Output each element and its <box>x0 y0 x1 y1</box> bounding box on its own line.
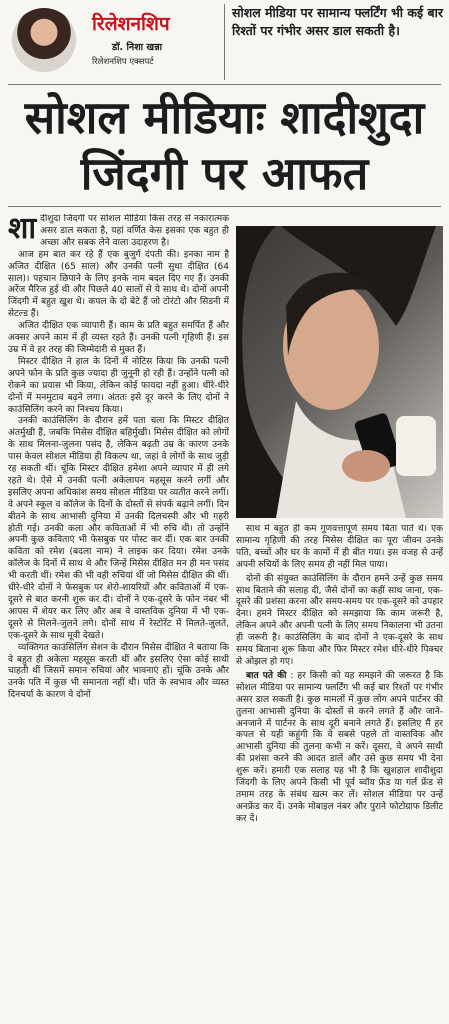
article-right-column <box>236 524 443 1016</box>
author-avatar <box>12 8 76 72</box>
headline <box>0 90 449 202</box>
closing-label: बात पते की <box>246 670 287 681</box>
headline-line-1: सोशल मीडियाः शादीशुदा <box>24 91 425 144</box>
pull-quote: सोशल मीडिया पर सामान्य फ्लर्टिंग भी कई बार रिश्तों पर गंभीर असर डाल सकती है। <box>232 5 443 38</box>
headline-line-2: जिंदगी पर आफत <box>80 147 369 200</box>
article-photo <box>236 226 443 518</box>
closing-text: : हर किसी को यह समझने की जरूरत है कि सोशल मीडिया पर सामान्य फ्लर्टिंग भी कई बार रिश्तों पर गंभीर असर डाल सकती है। कुछ मामलों में कुछ लोग अपने पार्टनर की तुलना आभासी दुनिया के दोस्तों से करने लगते हैं और जाने-अनजाने में पार्टनर के साथ दूरी बनाने लगते हैं। इसलिए मैं हर कपल से यही कहूंगी कि वे सबसे पहले तो वास्तविक और आभासी दुनिया की तुलना कभी न करें। दूसरा, वे अपने साथी की प्रशंसा करने की आदत डालें और उसे कुछ समय भी देना शुरू करें। हमारी एक सलाह यह भी है कि खुशहाल शादीशुदा जिंदगी के लिए अपने किसी भी पूर्व ब्वॉय फ्रेंड या गर्ल फ्रेंड से तमाम तरह के संबंध खत्म कर लें। सोशल मीडिया पर उन्हें अनफ्रेंड कर दें। उनके मोबाइल नंबर और पुराने फोटोग्राफ डिलीट कर दें। <box>236 670 443 824</box>
intro-text: दीशुदा जिंदगी पर सोशल मीडिया किस तरह से नकारात्मक असर डाल सकता है, यहां वर्णित केस इसका एक बहुत ही अच्छा और सबक लेने वाला उदाहरण है। <box>40 214 229 248</box>
article-paragraph: व्यक्तिगत काउंसिलिंग सेशन के दौरान मिसेस दीक्षित ने बताया कि वे बहुत ही अकेला महसूस करती थीं और इसलिए ऐसा कोई साथी चाहती थीं जिसमें समान रुचियां और भावनाएं हों। चूंकि उनके और उनके पति में कुछ भी समानता नहीं थी। पति के स्वभाव और व्यस्त दिनचर्या के कारण वे दोनों <box>8 642 229 701</box>
article-paragraph: साथ में बहुत ही कम गुणवत्तापूर्ण समय बिता पाते थे। एक सामान्य गृहिणी की तरह मिसेस दीक्षित का पूरा जीवन उनके पति, बच्चों और घर के कामों में ही बीत गया। इस वजह से उन्हें अपनी रुचियों के लिए समय ही नहीं मिल पाया। <box>236 524 443 570</box>
header-divider <box>224 4 225 80</box>
woman-with-phone-illustration <box>236 226 443 518</box>
headline-bottom-rule <box>8 206 441 207</box>
article-paragraph: मिस्टर दीक्षित ने हाल के दिनों में नोटिस किया कि उनकी पत्नी अपने फोन के प्रति कुछ ज्यादा ही जुनूनी हो रही हैं। उन्होंने पत्नी को रोकने का प्रयास भी किया, लेकिन कोई फायदा नहीं हुआ। धीरे-धीरे दोनों में मनमुटाव बढ़ने लगा। अंततः इसे दूर करने के लिए दोनों ने काउंसिलिंग करने का निश्चय किया। <box>8 356 229 415</box>
drop-cap: शा <box>8 214 37 246</box>
column-header <box>0 0 449 82</box>
article-left-column <box>8 214 229 1016</box>
closing-paragraph <box>236 671 443 826</box>
article-paragraph: आज हम बात कर रहे हैं एक बुजुर्ग दंपती की। इनका नाम है अजित दीक्षित (65 साल) और उनकी पत्नी सुधा दीक्षित (64 साल)। पहचान छिपाने के लिए इनके नाम बदल दिए गए हैं। उनकी अरेंज मैरिज हुई थी और पिछले 40 सालों से ये साथ थे। दोनों अपनी जिंदगी में बहुत खुश थे। कपल के दो बेटे हैं जो टोरंटो और सिडनी में सेटल्ड हैं। <box>8 249 229 320</box>
article-intro <box>8 214 229 250</box>
author-name: डॉ. निशा खन्ना <box>112 42 163 53</box>
article-paragraph: उनकी काउंसिलिंग के दौरान हमें पता चला कि मिस्टर दीक्षित अंतर्मुखी हैं, जबकि मिसेस दीक्षित बहिर्मुखी। मिसेस दीक्षित को लोगों के साथ मिलना-जुलना पसंद है, लेकिन बढ़ती उम्र के कारण उनके पास केवल सोशल मीडिया ही विकल्प था, जहां वे लोगों के साथ जुड़ी रह सकती थीं। चूंकि मिस्टर दीक्षित हमेशा अपने व्यापार में ही लगे रहते थे। ऐसे में उनकी पत्नी अकेलापन महसूस करने लगीं और इसलिए अपना अधिकांश समय सोशल मीडिया पर व्यतीत करने लगीं। वे अपने स्कूल व कॉलेज के दिनों के दोस्तों से संपर्क बढ़ाने लगीं। दिन बीतने के साथ आभासी दुनिया में उनकी दिलचस्पी और भी गहरी होती गई। उनकी कला और कविताओं में भी रुचि थी। तो उन्होंने अपनी कुछ कविताएं भी फेसबुक पर पोस्ट कर दीं। एक बार उनकी कविता को रमेश (बदला नाम) ने लाइक कर दिया। रमेश उनके कॉलेज के दिनों में साथ थे और जिन्हें मिसेस दीक्षित मन ही मन पसंद भी करती थीं। रमेश की भी वही रुचियां थीं जो मिसेस दीक्षित की थीं। धीरे-धीरे दोनों ने फेसबुक पर शेरो-शायरियों और कविताओं में एक-दूसरे से बात करनी शुरू कर दी। दोनों ने एक-दूसरे के फोन नंबर भी आपस में शेयर कर लिए और अब वे वास्तविक दुनिया में भी एक-दूसरे से मिलने-जुलने लगे। दोनों साथ में रेस्टोरेंट में मिलते-जुलते, एक-दूसरे के साथ मूवी देखते। <box>8 416 229 641</box>
column-title: रिलेशनशिप <box>92 13 170 35</box>
article-paragraph: अजित दीक्षित एक व्यापारी हैं। काम के प्रति बहुत समर्पित हैं और अक्सर अपने काम में ही व्यस्त रहते हैं। उनकी पत्नी गृहिणी हैं। इस उम्र में वे हर तरह की जिम्मेदारी से मुक्त हैं। <box>8 321 229 355</box>
headline-top-rule <box>8 84 441 85</box>
author-role: रिलेशनशिप एक्सपर्ट <box>92 57 154 67</box>
article-paragraph: दोनों की संयुक्त काउंसिलिंग के दौरान हमने उन्हें कुछ समय साथ बिताने की सलाह दी, जैसे दोनों का कहीं साथ जाना, एक-दूसरे की प्रशंसा करना और समय-समय पर एक-दूसरे को उपहार देना। हमने मिस्टर दीक्षित को समझाया कि काम जरूरी है, लेकिन अपने और अपनी पत्नी के लिए समय निकालना भी उतना ही जरूरी है। काउंसिलिंग के बाद दोनों ने एक-दूसरे के साथ समय बिताना शुरू किया और फिर मिस्टर रमेश धीरे-धीरे पिक्चर से ओझल हो गए। <box>236 573 443 667</box>
